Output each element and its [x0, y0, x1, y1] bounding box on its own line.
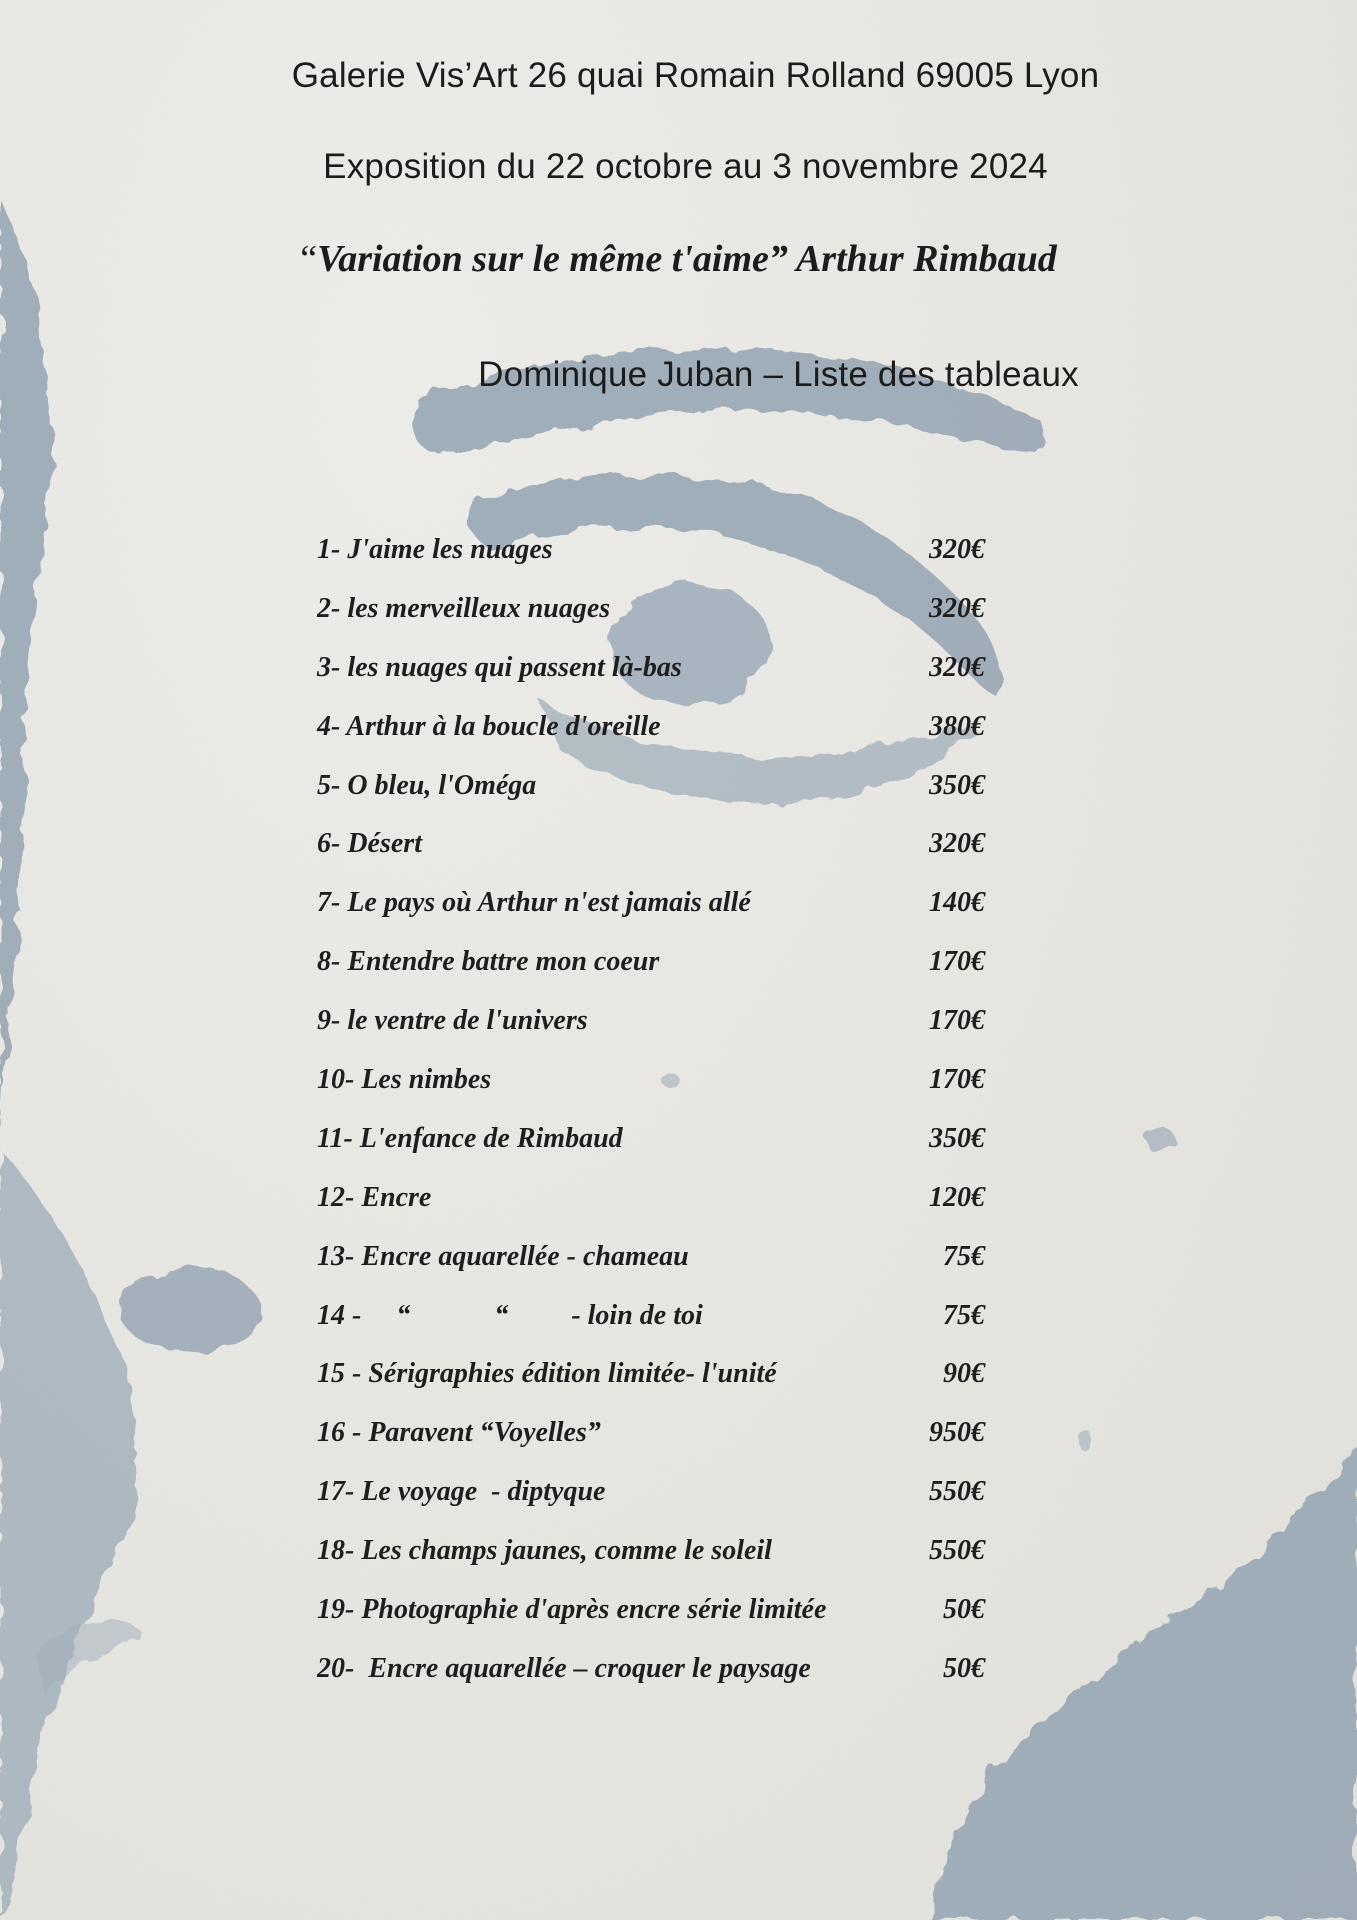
artwork-row: [317, 1535, 1037, 1594]
exhibition-title-text: Variation sur le même t'aime” Arthur Rimbaud: [317, 238, 1057, 280]
artwork-price: 320€: [929, 592, 985, 624]
artwork-price: 50€: [943, 1594, 985, 1626]
artwork-price: 170€: [929, 1005, 985, 1037]
artwork-title: 3- les nuages qui passent là-bas: [317, 651, 682, 683]
artwork-price-list: [317, 534, 1037, 1712]
list-heading: Dominique Juban – Liste des tableaux: [478, 355, 1079, 394]
artwork-price: 50€: [943, 1652, 985, 1684]
artwork-price: 350€: [929, 1122, 985, 1154]
artwork-price: 140€: [929, 887, 985, 919]
artwork-title: 17- Le voyage - diptyque: [317, 1476, 606, 1508]
artwork-row: [317, 1358, 1037, 1417]
artwork-title: 9- le ventre de l'univers: [317, 1005, 588, 1037]
artwork-title: 15 - Sérigraphies édition limitée- l'unité: [317, 1358, 777, 1390]
artwork-price: 950€: [929, 1417, 985, 1449]
artwork-row: [317, 1300, 1037, 1359]
artwork-row: [317, 1417, 1037, 1476]
artwork-row: [317, 593, 1037, 652]
artwork-title: 8- Entendre battre mon coeur: [317, 946, 660, 978]
artwork-price: 90€: [943, 1358, 985, 1390]
artwork-title: 4- Arthur à la boucle d'oreille: [317, 710, 661, 742]
artwork-row: [317, 1064, 1037, 1123]
exhibition-dates: Exposition du 22 octobre au 3 novembre 2024: [323, 147, 1048, 186]
exhibition-title: [0, 237, 1357, 281]
artwork-row: [317, 828, 1037, 887]
artwork-row: [317, 887, 1037, 946]
artwork-row: [317, 770, 1037, 829]
artwork-row: [317, 1005, 1037, 1064]
artwork-title: 20- Encre aquarellée – croquer le paysage: [317, 1652, 811, 1684]
artwork-price: 380€: [929, 710, 985, 742]
nostril-spot: [120, 1268, 260, 1352]
artwork-row: [317, 1653, 1037, 1712]
artwork-title: 16 - Paravent “Voyelles”: [317, 1417, 601, 1449]
artwork-price: 75€: [943, 1299, 985, 1331]
artwork-title: 5- O bleu, l'Oméga: [317, 769, 537, 801]
artwork-row: [317, 946, 1037, 1005]
artwork-row: [317, 1123, 1037, 1182]
artwork-row: [317, 1594, 1037, 1653]
artwork-row: [317, 652, 1037, 711]
artwork-price: 550€: [929, 1535, 985, 1567]
ink-speck: [1076, 1431, 1094, 1449]
artwork-price: 320€: [929, 534, 985, 565]
artwork-price: 170€: [929, 946, 985, 978]
artwork-price: 320€: [929, 828, 985, 860]
artwork-price: 120€: [929, 1181, 985, 1213]
artwork-title: 19- Photographie d'après encre série limitée: [317, 1594, 827, 1626]
artwork-price: 320€: [929, 651, 985, 683]
artwork-title: 1- J'aime les nuages: [317, 534, 553, 565]
artwork-row: [317, 1476, 1037, 1535]
ink-speck: [1146, 1126, 1174, 1154]
artwork-title: 2- les merveilleux nuages: [317, 592, 611, 624]
opening-quote: “: [300, 238, 318, 280]
artwork-title: 7- Le pays où Arthur n'est jamais allé: [317, 887, 751, 919]
artwork-title: 14 - “ “ - loin de toi: [317, 1299, 703, 1331]
artwork-row: [317, 1241, 1037, 1300]
artwork-title: 11- L'enfance de Rimbaud: [317, 1122, 623, 1154]
artwork-title: 18- Les champs jaunes, comme le soleil: [317, 1535, 772, 1567]
artwork-row: [317, 1182, 1037, 1241]
artwork-title: 10- Les nimbes: [317, 1064, 492, 1096]
artwork-row: [317, 711, 1037, 770]
gallery-address: Galerie Vis’Art 26 quai Romain Rolland 69005 Lyon: [291, 56, 1100, 95]
artwork-title: 12- Encre: [317, 1181, 432, 1213]
artwork-price: 350€: [929, 769, 985, 801]
artwork-title: 6- Désert: [317, 828, 422, 860]
artwork-row: [317, 534, 1037, 593]
artwork-title: 13- Encre aquarellée - chameau: [317, 1240, 689, 1272]
artwork-price: 550€: [929, 1476, 985, 1508]
artwork-price: 170€: [929, 1064, 985, 1096]
artwork-price: 75€: [943, 1240, 985, 1272]
